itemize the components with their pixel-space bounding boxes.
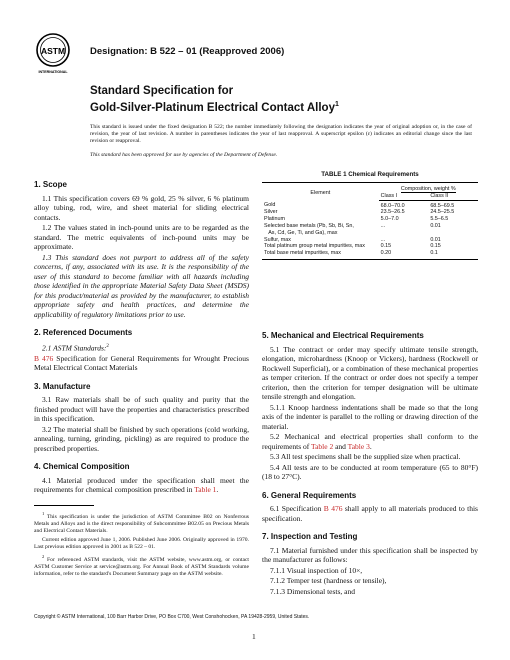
footnotes (34, 510, 249, 580)
cell-class-1: 0.20 (379, 250, 429, 259)
title-line-2: Gold-Silver-Platinum Electrical Contact Alloy$^1$ (90, 101, 339, 114)
col-class-1: Class I (379, 193, 429, 200)
reference-link-b476[interactable]: B 476 (323, 504, 343, 513)
reference-link-b476[interactable]: B 476 (34, 353, 54, 363)
cell-class-1: 68.0–70.0 (380, 202, 405, 209)
section-heading: 2. Referenced Documents (34, 328, 133, 337)
paragraph: 5.1 The contract or order may specify ultimate tensile strength, elongation, microhardness (Knoop or Vickers), hardness (Rockwell or Rockwell Superficial), or a combination of these mechanical properties as temper criterion. If the contract or order does not specify a temper criterion, then the criterion for temper designation will be ultimate tensile strength and elongation. (262, 344, 478, 401)
paragraph: 3.2 The material shall be finished by such operations (cold working, annealing, turning, grinding, pickling) as are required to produce the prescribed properties. (34, 424, 249, 453)
cell-class-1: ... (380, 222, 386, 229)
designation: Designation: B 522 – 01 (Reapproved 2006) (90, 46, 285, 57)
footnote-2: $^2$ For referenced ASTM standards, visit the ASTM website, www.astm.org, or contact ASTM Customer Service at service@astm.org. For Annual Book of ASTM Standards volume information, refer to the standard's Document Summary page on the ASTM website. (34, 553, 249, 577)
paragraph: 3.1 Raw materials shall be of such quality and purity that the finished product will have the properties and characteristics prescribed in this specification. (34, 395, 249, 423)
table-row (262, 237, 478, 244)
paragraph: 5.4 All tests are to be conducted at room temperature (65 to 80°F) (18 to 27°C). (262, 462, 478, 481)
table-row (262, 209, 478, 216)
paragraph: 5.1.1 Knoop hardness indentations shall be made so that the long axis of the indenter is parallel to the rolling or drawing direction of the material. (262, 402, 478, 431)
col-element: Element (262, 183, 379, 201)
table-row (262, 216, 478, 223)
cell-class-2: 5.5–6.5 (430, 216, 449, 223)
section-heading: 1. Scope (34, 180, 67, 189)
table-3-link[interactable]: Table 3 (347, 441, 370, 451)
cell-element: Gold (264, 202, 276, 209)
list-item: 7.1.2 Temper test (hardness or tensile), (270, 576, 387, 585)
dod-notice: This standard has been approved for use by agencies of the Department of Defense. (90, 152, 278, 158)
table-row (262, 230, 478, 237)
table-row (262, 223, 478, 230)
footnote-1-edition: Current edition approved June 1, 2006. Published June 2006. Originally approved in 1970. Last previous edition approved in 2001 as B 522 – 01. (34, 536, 249, 550)
cell-class-2: 0.01 (430, 222, 441, 229)
paragraph: 5.3 All test specimens shall be the supplied size when practical. (270, 452, 461, 461)
section-heading: 4. Chemical Composition (34, 462, 130, 471)
footnote-rule (34, 505, 94, 506)
footnote-1: $^1$ This specification is under the jurisdiction of ASTM Committee B02 on Nonferrous Metals and Alloys and is the direct responsibility of Subcommittee B02.05 on Precious Metals and Electrical Contact Materials. (34, 511, 249, 534)
title-line-1: Standard Specification for (90, 85, 234, 97)
svg-text:INTERNATIONAL: INTERNATIONAL (38, 70, 68, 74)
section-heading: 3. Manufacture (34, 381, 91, 391)
copyright-notice: Copyright © ASTM International, 100 Barr Harbor Drive, PO Box C700, West Conshohocken, PA 19428-2959, United States. (34, 614, 310, 620)
cell-class-2: 24.5–25.5 (430, 209, 455, 216)
title-footnote-mark: 1 (334, 101, 339, 108)
cell-class-1: ... (380, 236, 386, 243)
cell-element: Selected base metals (Pb, Sb, Bi, Sn, (264, 222, 354, 229)
section-heading: 7. Inspection and Testing (262, 532, 358, 541)
table-1-link[interactable]: Table 1 (194, 485, 217, 494)
paragraph: 1.1 This specification covers 69 % gold, 25 % silver, 6 % platinum alloy tubing, rod, wire, and sheet material for sliding electrical contacts. (34, 193, 249, 222)
col-class-2: Class II (428, 193, 478, 200)
astm-logo (34, 32, 72, 78)
table-row (262, 200, 478, 209)
paragraph: 4.1 Material produced under the specification shall meet the requirements for chemical composition prescribed in Table 1. (34, 475, 249, 494)
list-item: 7.1.3 Dimensional tests, and (270, 586, 355, 596)
section-heading: 5. Mechanical and Electrical Requirements (262, 331, 424, 340)
cell-element: Total platinum group metal impurities, max (264, 243, 365, 250)
cell-element: Platinum (264, 216, 285, 223)
cell-class-2 (428, 230, 478, 237)
paragraph: 6.1 Specification B 476 shall apply to all materials produced to this specification. (262, 504, 478, 523)
table-row (262, 250, 478, 259)
cell-class-1: 5.0–7.0 (380, 216, 399, 223)
table-2-link[interactable]: Table 2 (311, 441, 334, 451)
document-title (90, 84, 339, 115)
table-row (262, 243, 478, 250)
paragraph: 1.2 The values stated in inch-pound units are to be regarded as the standard. The metric equivalents of inch-pound units may be approximate. (34, 223, 249, 251)
page-number: 1 (252, 632, 256, 641)
right-column (262, 322, 478, 597)
paragraph: 5.2 Mechanical and electrical properties shall conform to the requirements of Table 2 and Table 3. (262, 432, 478, 451)
cell-class-2: 68.5–69.5 (430, 202, 455, 209)
list-item: 7.1.1 Visual inspection of 10×, (270, 565, 363, 575)
cell-class-2: 0.15 (430, 243, 441, 250)
paragraph: 7.1 Material furnished under this specification shall be inspected by the manufacturer as follows: (262, 545, 478, 564)
cell-class-1 (379, 230, 429, 237)
chemical-requirements-table (262, 171, 478, 260)
col-composition: Composition, weight % (400, 186, 456, 192)
cell-element: Sulfur, max (264, 236, 291, 243)
table-caption: TABLE 1 Chemical Requirements (321, 171, 419, 178)
cell-class-2: 0.01 (430, 236, 441, 243)
section-heading: 6. General Requirements (262, 490, 357, 500)
cell-element: As, Cd, Ge, Ti, and Ga), max (264, 229, 338, 236)
cell-class-2: 0.1 (428, 250, 478, 259)
intro-notice: This standard is issued under the fixed designation B 522; the number immediately following the designation indicates the year of original adoption or, in the case of revision, the year of last revision. A number in parentheses indicates the year of last reapproval. A superscript epsilon (ε) indicates an editorial change since the last revision or reapproval. (90, 124, 472, 145)
cell-class-1: 23.5–26.5 (380, 209, 405, 216)
cell-element: Total base metal impurities, max (262, 250, 379, 259)
cell-class-1: 0.15 (380, 243, 392, 250)
left-column (34, 171, 249, 496)
paragraph: 2.1 ASTM Standards:$^2$ (42, 343, 109, 352)
svg-text:ASTM: ASTM (40, 46, 66, 56)
reference-entry: B 476 Specification for General Requirements for Wrought Precious Metal Electrical Contact Materials (34, 353, 249, 372)
cell-element: Silver (264, 209, 278, 216)
paragraph: 1.3 This standard does not purport to address all of the safety concerns, if any, associated with its use. It is the responsibility of the user of this standard to become familiar with all hazards including those identified in the appropriate Material Safety Data Sheet (MSDS) for this product/material as provided by the manufacturer, to establish appropriate safety and health practices, and determine the applicability of regulatory limitations prior to use. (34, 252, 249, 319)
